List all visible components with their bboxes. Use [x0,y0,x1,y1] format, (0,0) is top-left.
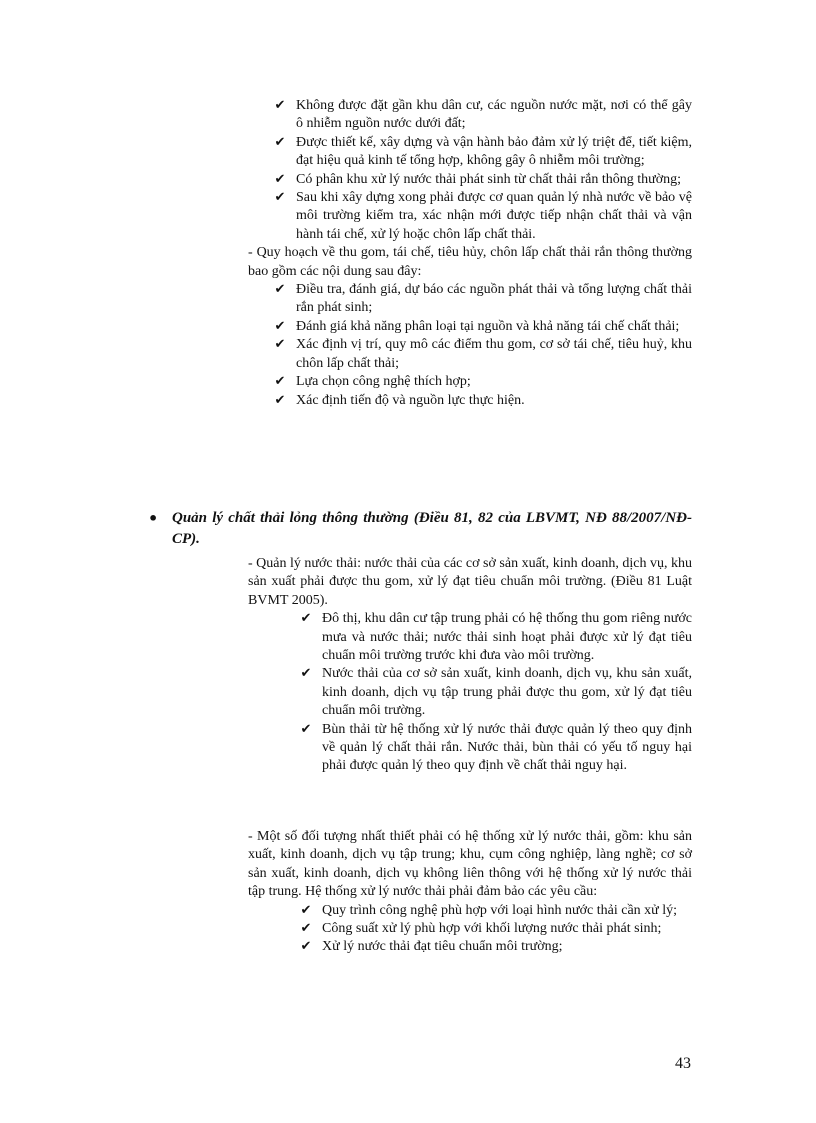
list-item-text: Sau khi xây dựng xong phải được cơ quan quản lý nhà nước về bảo vệ môi trường kiểm tra, xác nhận mới được tiếp nhận chất thải và vận hành tái chế, xử lý hoặc chôn lấp chất thải. [296,190,692,242]
list-item [272,336,692,373]
section-wastewater-management [248,555,692,776]
list-item-text: Xử lý nước thải đạt tiêu chuẩn môi trường; [322,939,563,955]
checkmark-icon: ✔ [274,392,286,408]
list-item [272,318,692,336]
list-item [298,902,692,920]
list-item-text: Đô thị, khu dân cư tập trung phải có hệ thống thu gom riêng nước mưa và nước thải; nước thải sinh hoạt phải được xử lý đạt tiêu chuẩn môi trường trước khi đưa vào môi trường. [322,611,692,664]
page-number: 43 [675,1055,691,1072]
list-item-text: Đánh giá khả năng phân loại tại nguồn và khả năng tái chế chất thải; [296,318,680,334]
list-item [298,665,692,720]
checkmark-icon: ✔ [274,282,286,298]
paragraph: - Quy hoạch về thu gom, tái chế, tiêu hủy, chôn lấp chất thải rắn thông thường bao gồm các nội dung sau đây: [248,245,692,279]
list-item-text: Lựa chọn công nghệ thích hợp; [296,374,471,390]
checkmark-icon: ✔ [274,337,286,353]
checkmark-icon: ✔ [300,666,312,682]
list-item [298,920,692,938]
list-item [272,171,692,189]
checkmark-icon: ✔ [300,611,312,627]
checkmark-icon: ✔ [274,134,286,150]
list-item [272,189,692,244]
list-item-text: Điều tra, đánh giá, dự báo các nguồn phát thải và tổng lượng chất thải rắn phát sinh; [296,282,692,316]
list-item-text: Có phân khu xử lý nước thải phát sinh từ chất thải rắn thông thường; [296,171,681,187]
list-item-text: Bùn thải từ hệ thống xử lý nước thải được quản lý theo quy định về quản lý chất thải rắn. Nước thải, bùn thải có yếu tố nguy hại phải được quản lý theo quy định về chất thải nguy hại. [322,721,692,774]
checkmark-icon: ✔ [274,171,286,187]
checkmark-icon: ✔ [274,190,286,206]
paragraph: - Một số đối tượng nhất thiết phải có hệ thống xử lý nước thải, gồm: khu sản xuất, kinh doanh, dịch vụ tập trung; khu, cụm công nghiệp, làng nghề; cơ sở sản xuất, kinh doanh, dịch vụ không liên thông với hệ thống xử lý nước thải tập trung. Hệ thống xử lý nước thải phải đảm bảo các yêu cầu: [248,829,692,900]
checkmark-icon: ✔ [300,721,312,737]
list-item-text: Được thiết kế, xây dựng và vận hành bảo đảm xử lý triệt để, tiết kiệm, đạt hiệu quả kinh tế tổng hợp, không gây ô nhiễm môi trường; [296,134,692,169]
checkmark-icon: ✔ [300,921,312,937]
list-item [272,392,692,410]
list-item-text: Nước thải của cơ sở sản xuất, kinh doanh, dịch vụ, khu sản xuất, kinh doanh, dịch vụ tập trung phải được thu gom, xử lý đạt tiêu chuẩn môi trường. [322,666,692,719]
section-solid-waste [248,97,692,410]
checkmark-icon: ✔ [300,902,312,918]
list-item-text: Xác định tiến độ và nguồn lực thực hiện. [296,392,525,408]
checkmark-icon: ✔ [274,374,286,390]
checkmark-icon: ✔ [274,318,286,334]
list-item [272,134,692,171]
paragraph: - Quản lý nước thải: nước thải của các cơ sở sản xuất, kinh doanh, dịch vụ, khu sản xuất phải được thu gom, xử lý đạt tiêu chuẩn môi trường. (Điều 81 Luật BVMT 2005). [248,556,692,608]
section-treatment-systems [248,828,692,957]
checkmark-icon: ✔ [274,98,286,113]
list-item-text: Xác định vị trí, quy mô các điểm thu gom, cơ sở tái chế, tiêu huỷ, khu chôn lấp chất thải; [296,337,692,371]
list-item [298,610,692,665]
list-item-text: Quy trình công nghệ phù hợp với loại hình nước thải cần xử lý; [322,902,678,918]
list-item [272,97,692,134]
list-item [298,938,692,956]
list-item-text: Công suất xử lý phù hợp với khối lượng nước thải phát sinh; [322,921,662,937]
section-heading-text: Quản lý chất thải lỏng thông thường (Điều 81, 82 của LBVMT, NĐ 88/2007/NĐ-CP). [172,510,692,547]
list-item [298,721,692,776]
list-item-text: Không được đặt gần khu dân cư, các nguồn nước mặt, nơi có thể gây ô nhiễm nguồn nước dưới đất; [296,98,692,132]
list-item [272,281,692,318]
section-heading [148,508,692,550]
bullet-icon: • [148,509,159,528]
list-item [272,373,692,391]
checkmark-icon: ✔ [300,939,312,955]
